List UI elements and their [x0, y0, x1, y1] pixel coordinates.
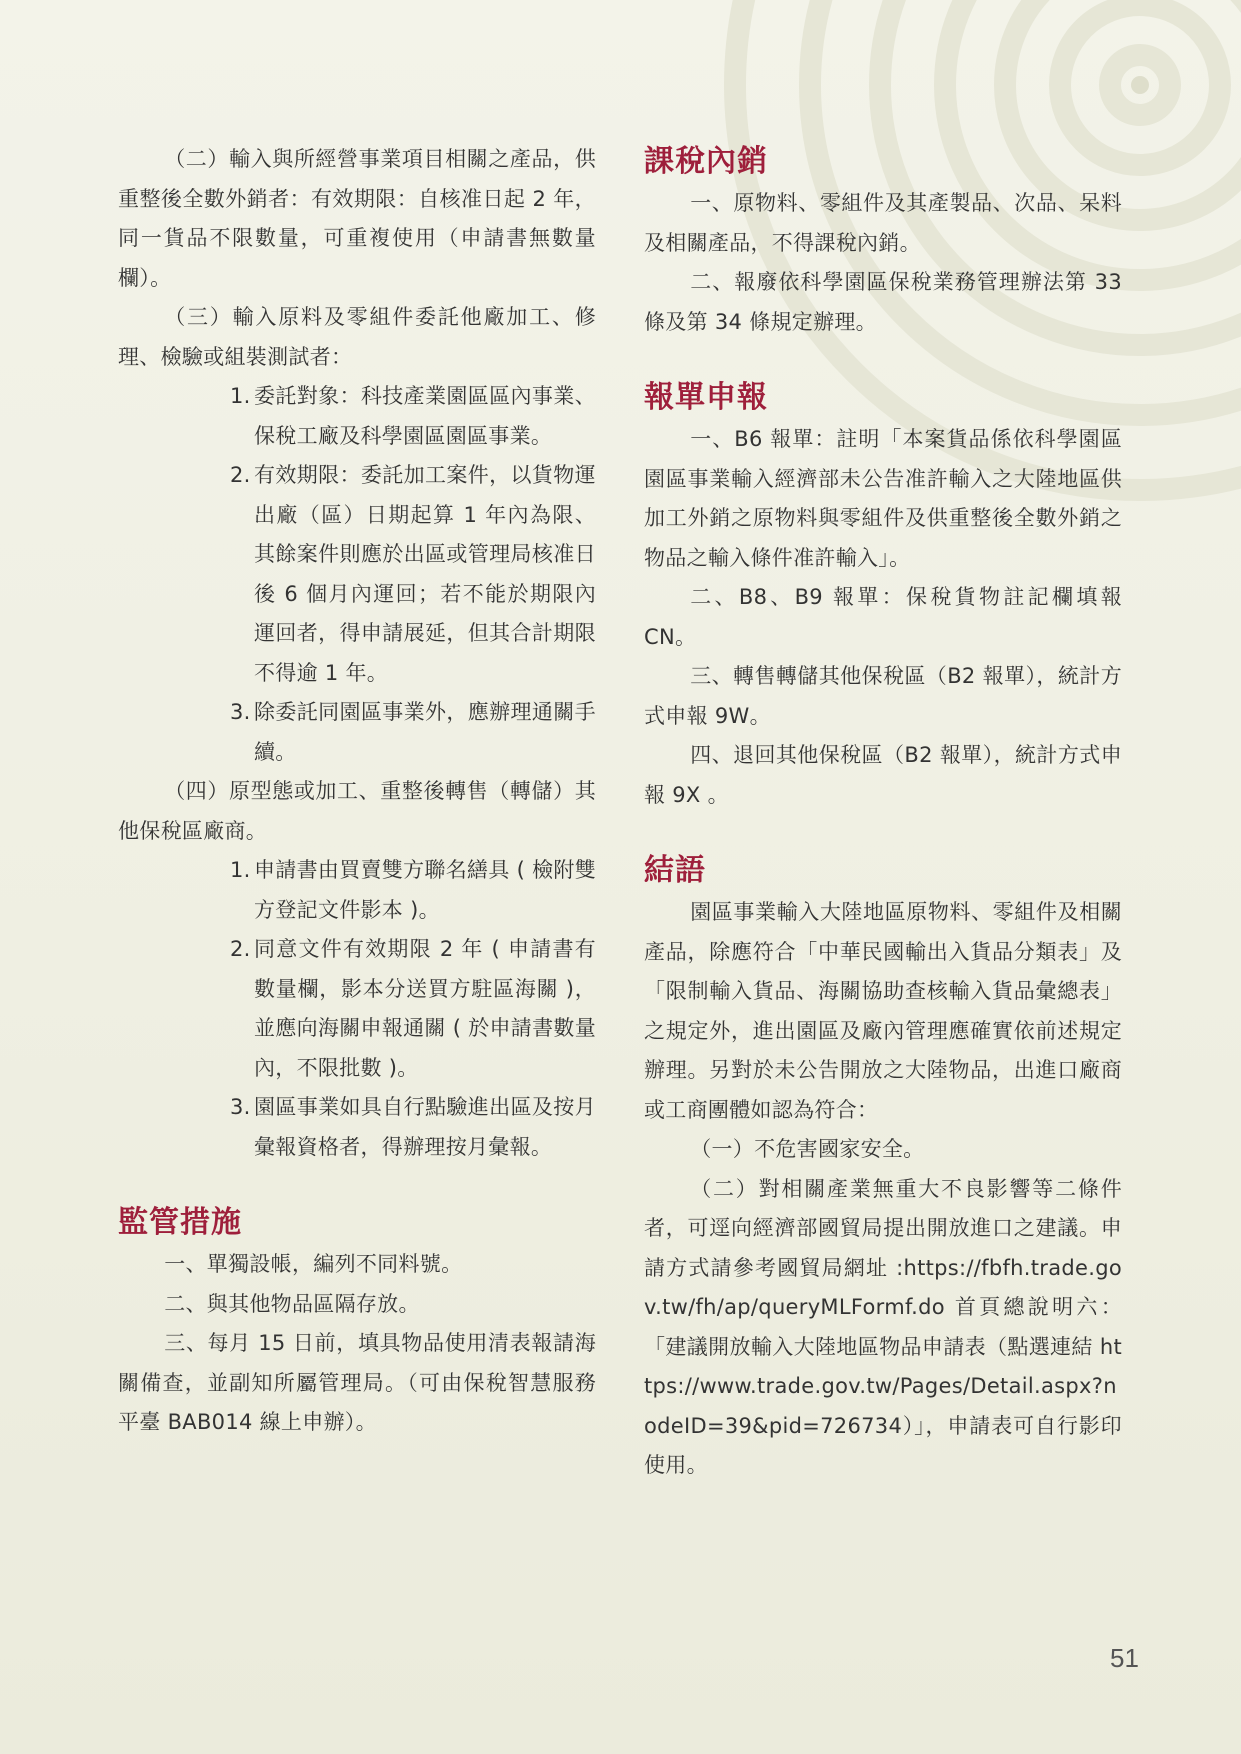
section-heading-supervision: 監管措施: [118, 1205, 242, 1240]
paragraph: 一、單獨設帳，編列不同料號。: [164, 1252, 463, 1276]
list-number: 1.: [230, 858, 251, 882]
paragraph: 四、退回其他保稅區（B2 報單），統計方式申報 9X 。: [644, 743, 1122, 807]
list-item: [118, 930, 596, 1088]
paragraph: 二、報廢依科學園區保稅業務管理辦法第 33 條及第 34 條規定辦理。: [644, 270, 1122, 334]
list-text: 委託對象：科技產業園區區內事業、保稅工廠及科學園區園區事業。: [254, 384, 596, 448]
list-text: 申請書由買賣雙方聯名繕具 ( 檢附雙方登記文件影本 )。: [254, 858, 596, 922]
paragraph: 三、轉售轉儲其他保稅區（B2 報單），統計方式申報 9W。: [644, 664, 1122, 728]
list-number: 3.: [230, 1095, 251, 1119]
list-item: [118, 693, 596, 772]
list-number: 3.: [230, 700, 251, 724]
paragraph: 一、原物料、零組件及其產製品、次品、呆料及相關產品，不得課稅內銷。: [644, 191, 1122, 255]
list-item: [118, 456, 596, 693]
paragraph: 三、每月 15 日前，填具物品使用清表報請海關備查，並副知所屬管理局。（可由保稅智慧服務平臺 BAB014 線上申辦）。: [118, 1331, 596, 1434]
paragraph: 一、B6 報單：註明「本案貨品係依科學園區園區事業輸入經濟部未公告准許輸入之大陸地區供加工外銷之原物料與零組件及供重整後全數外銷之物品之輸入條件准許輸入」。: [644, 427, 1122, 570]
section-heading-conclusion: 結語: [644, 853, 706, 888]
paragraph: （二）對相關產業無重大不良影響等二條件者，可逕向經濟部國貿局提出開放進口之建議。申請方式請參考國貿局網址 :https://fbfh.trade.gov.tw/fh/ap/queryMLFormf.do 首頁總說明六：「建議開放輸入大陸地區物品申請表（點選連結 https://www.trade.gov.tw/Pages/Detail.aspx?nodeID=39&pid=726734）」，申請表可自行影印使用。: [644, 1176, 1122, 1477]
paragraph: 二、與其他物品區隔存放。: [164, 1291, 420, 1316]
page-number: 51: [1110, 1643, 1139, 1673]
list-text: 除委託同園區事業外，應辦理通關手續。: [254, 700, 596, 764]
spacer: [644, 815, 1122, 849]
left-column: [118, 140, 596, 1443]
paragraph: （三）輸入原料及零組件委託他廠加工、修理、檢驗或組裝測試者：: [118, 305, 596, 369]
paragraph: （二）輸入與所經營事業項目相關之產品，供重整後全數外銷者：有效期限：自核准日起 2 年，同一貨品不限數量，可重複使用（申請書無數量欄）。: [118, 147, 596, 290]
list-item: [118, 1088, 596, 1167]
list-text: 園區事業如具自行點驗進出區及按月彙報資格者，得辦理按月彙報。: [254, 1095, 596, 1159]
list-item: [118, 377, 596, 456]
section-heading-tax: 課稅內銷: [644, 144, 768, 179]
list-item: [118, 851, 596, 930]
spacer: [644, 342, 1122, 376]
paragraph: 二、B8、B9 報單：保稅貨物註記欄填報 CN。: [644, 585, 1122, 649]
list-number: 2.: [230, 463, 251, 487]
paragraph: 園區事業輸入大陸地區原物料、零組件及相關產品，除應符合「中華民國輸出入貨品分類表」及「限制輸入貨品、海關協助查核輸入貨品彙總表」之規定外，進出園區及廠內管理應確實依前述規定辦理。另對於未公告開放之大陸物品，出進口廠商或工商團體如認為符合：: [644, 900, 1122, 1122]
list-number: 2.: [230, 937, 251, 961]
paragraph: （四）原型態或加工、重整後轉售（轉儲）其他保稅區廠商。: [118, 779, 596, 843]
section-heading-declaration: 報單申報: [644, 380, 768, 415]
list-text: 同意文件有效期限 2 年 ( 申請書有數量欄，影本分送買方駐區海關 )，並應向海關申報通關 ( 於申請書數量內，不限批數 )。: [254, 937, 596, 1080]
right-column: [644, 140, 1122, 1486]
paragraph: （一）不危害國家安全。: [690, 1137, 925, 1161]
list-number: 1.: [230, 384, 251, 408]
spacer: [118, 1167, 596, 1201]
list-text: 有效期限：委託加工案件，以貨物運出廠（區）日期起算 1 年內為限、其餘案件則應於出區或管理局核准日後 6 個月內運回；若不能於期限內運回者，得申請展延，但其合計期限不得逾 1 年。: [254, 463, 596, 685]
